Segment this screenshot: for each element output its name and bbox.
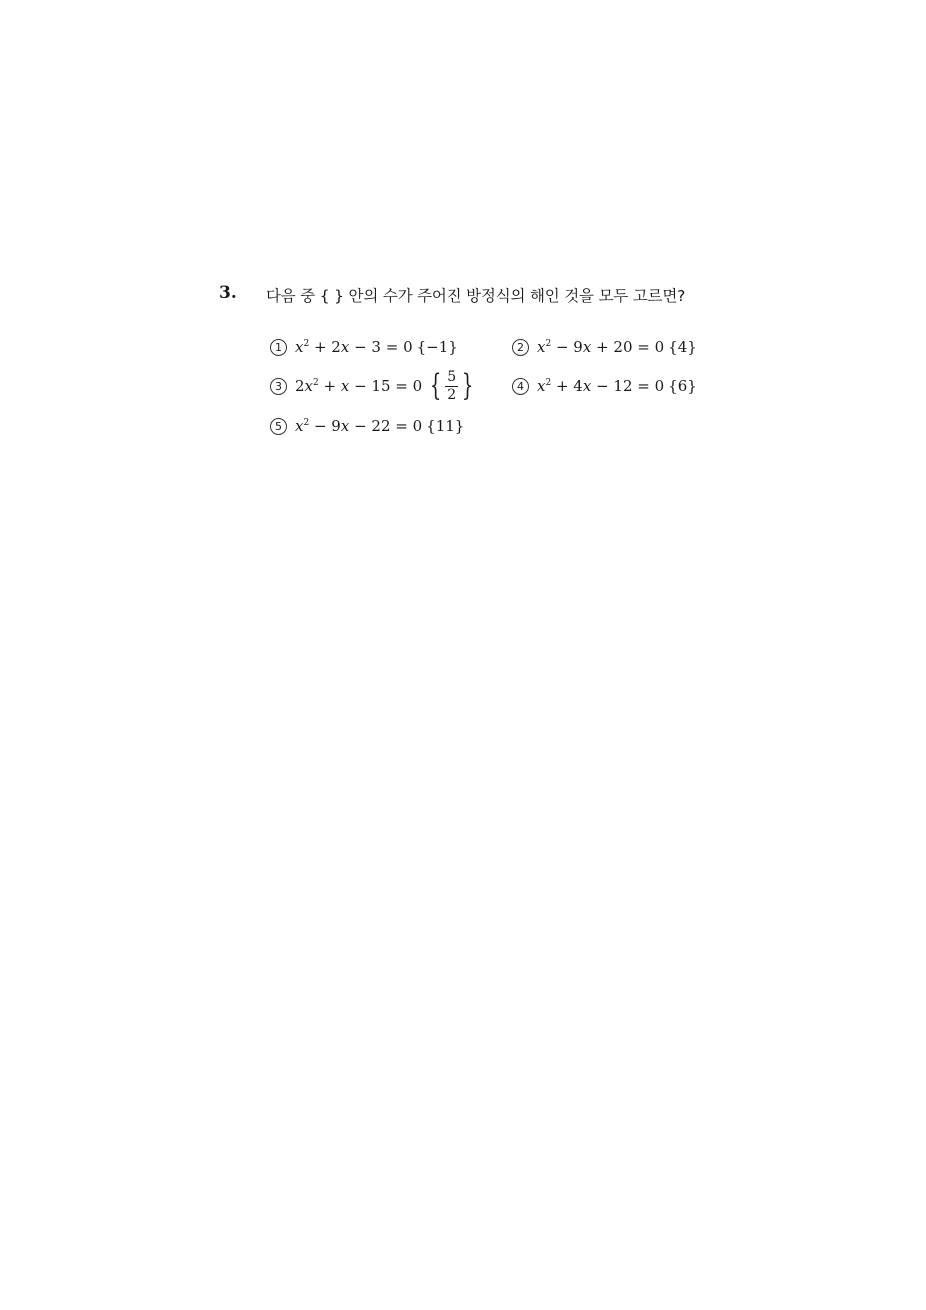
choice-equation-2: $x^2 - 9x + 20 = 0$ (537, 338, 665, 356)
choice-1[interactable] (270, 332, 458, 362)
choice-mark-3: 3 (270, 378, 287, 395)
choice-root-5: {11} (426, 417, 465, 435)
choice-2[interactable] (512, 332, 697, 362)
choice-equation-5: $x^2 - 9x - 22 = 0$ (295, 417, 423, 435)
choice-equation-3: $2x^2 + x - 15 = 0$ (295, 377, 423, 395)
fraction-denominator: 2 (447, 386, 457, 403)
left-brace: { (429, 368, 442, 403)
choice-mark-1: 1 (270, 339, 287, 356)
fraction-numerator: 5 (447, 369, 457, 386)
choice-root-3 (426, 369, 477, 402)
choice-equation-4: $x^2 + 4x - 12 = 0$ (537, 377, 665, 395)
choice-root-1: {−1} (416, 338, 458, 356)
choice-root-4: {6} (668, 377, 697, 395)
choice-mark-2: 2 (512, 339, 529, 356)
question-number: 3. (219, 283, 237, 303)
choice-3[interactable] (270, 369, 477, 403)
choice-mark-4: 4 (512, 378, 529, 395)
choice-equation-1: $x^2 + 2x - 3 = 0$ (295, 338, 413, 356)
fraction (445, 369, 458, 402)
right-brace: } (462, 368, 474, 403)
choice-4[interactable] (512, 371, 697, 401)
choice-root-2: {4} (668, 338, 697, 356)
choice-5[interactable] (270, 411, 464, 441)
choice-mark-5: 5 (270, 418, 287, 435)
question-text: 다음 중 { } 안의 수가 주어진 방정식의 해인 것을 모두 고르면? (266, 287, 686, 305)
